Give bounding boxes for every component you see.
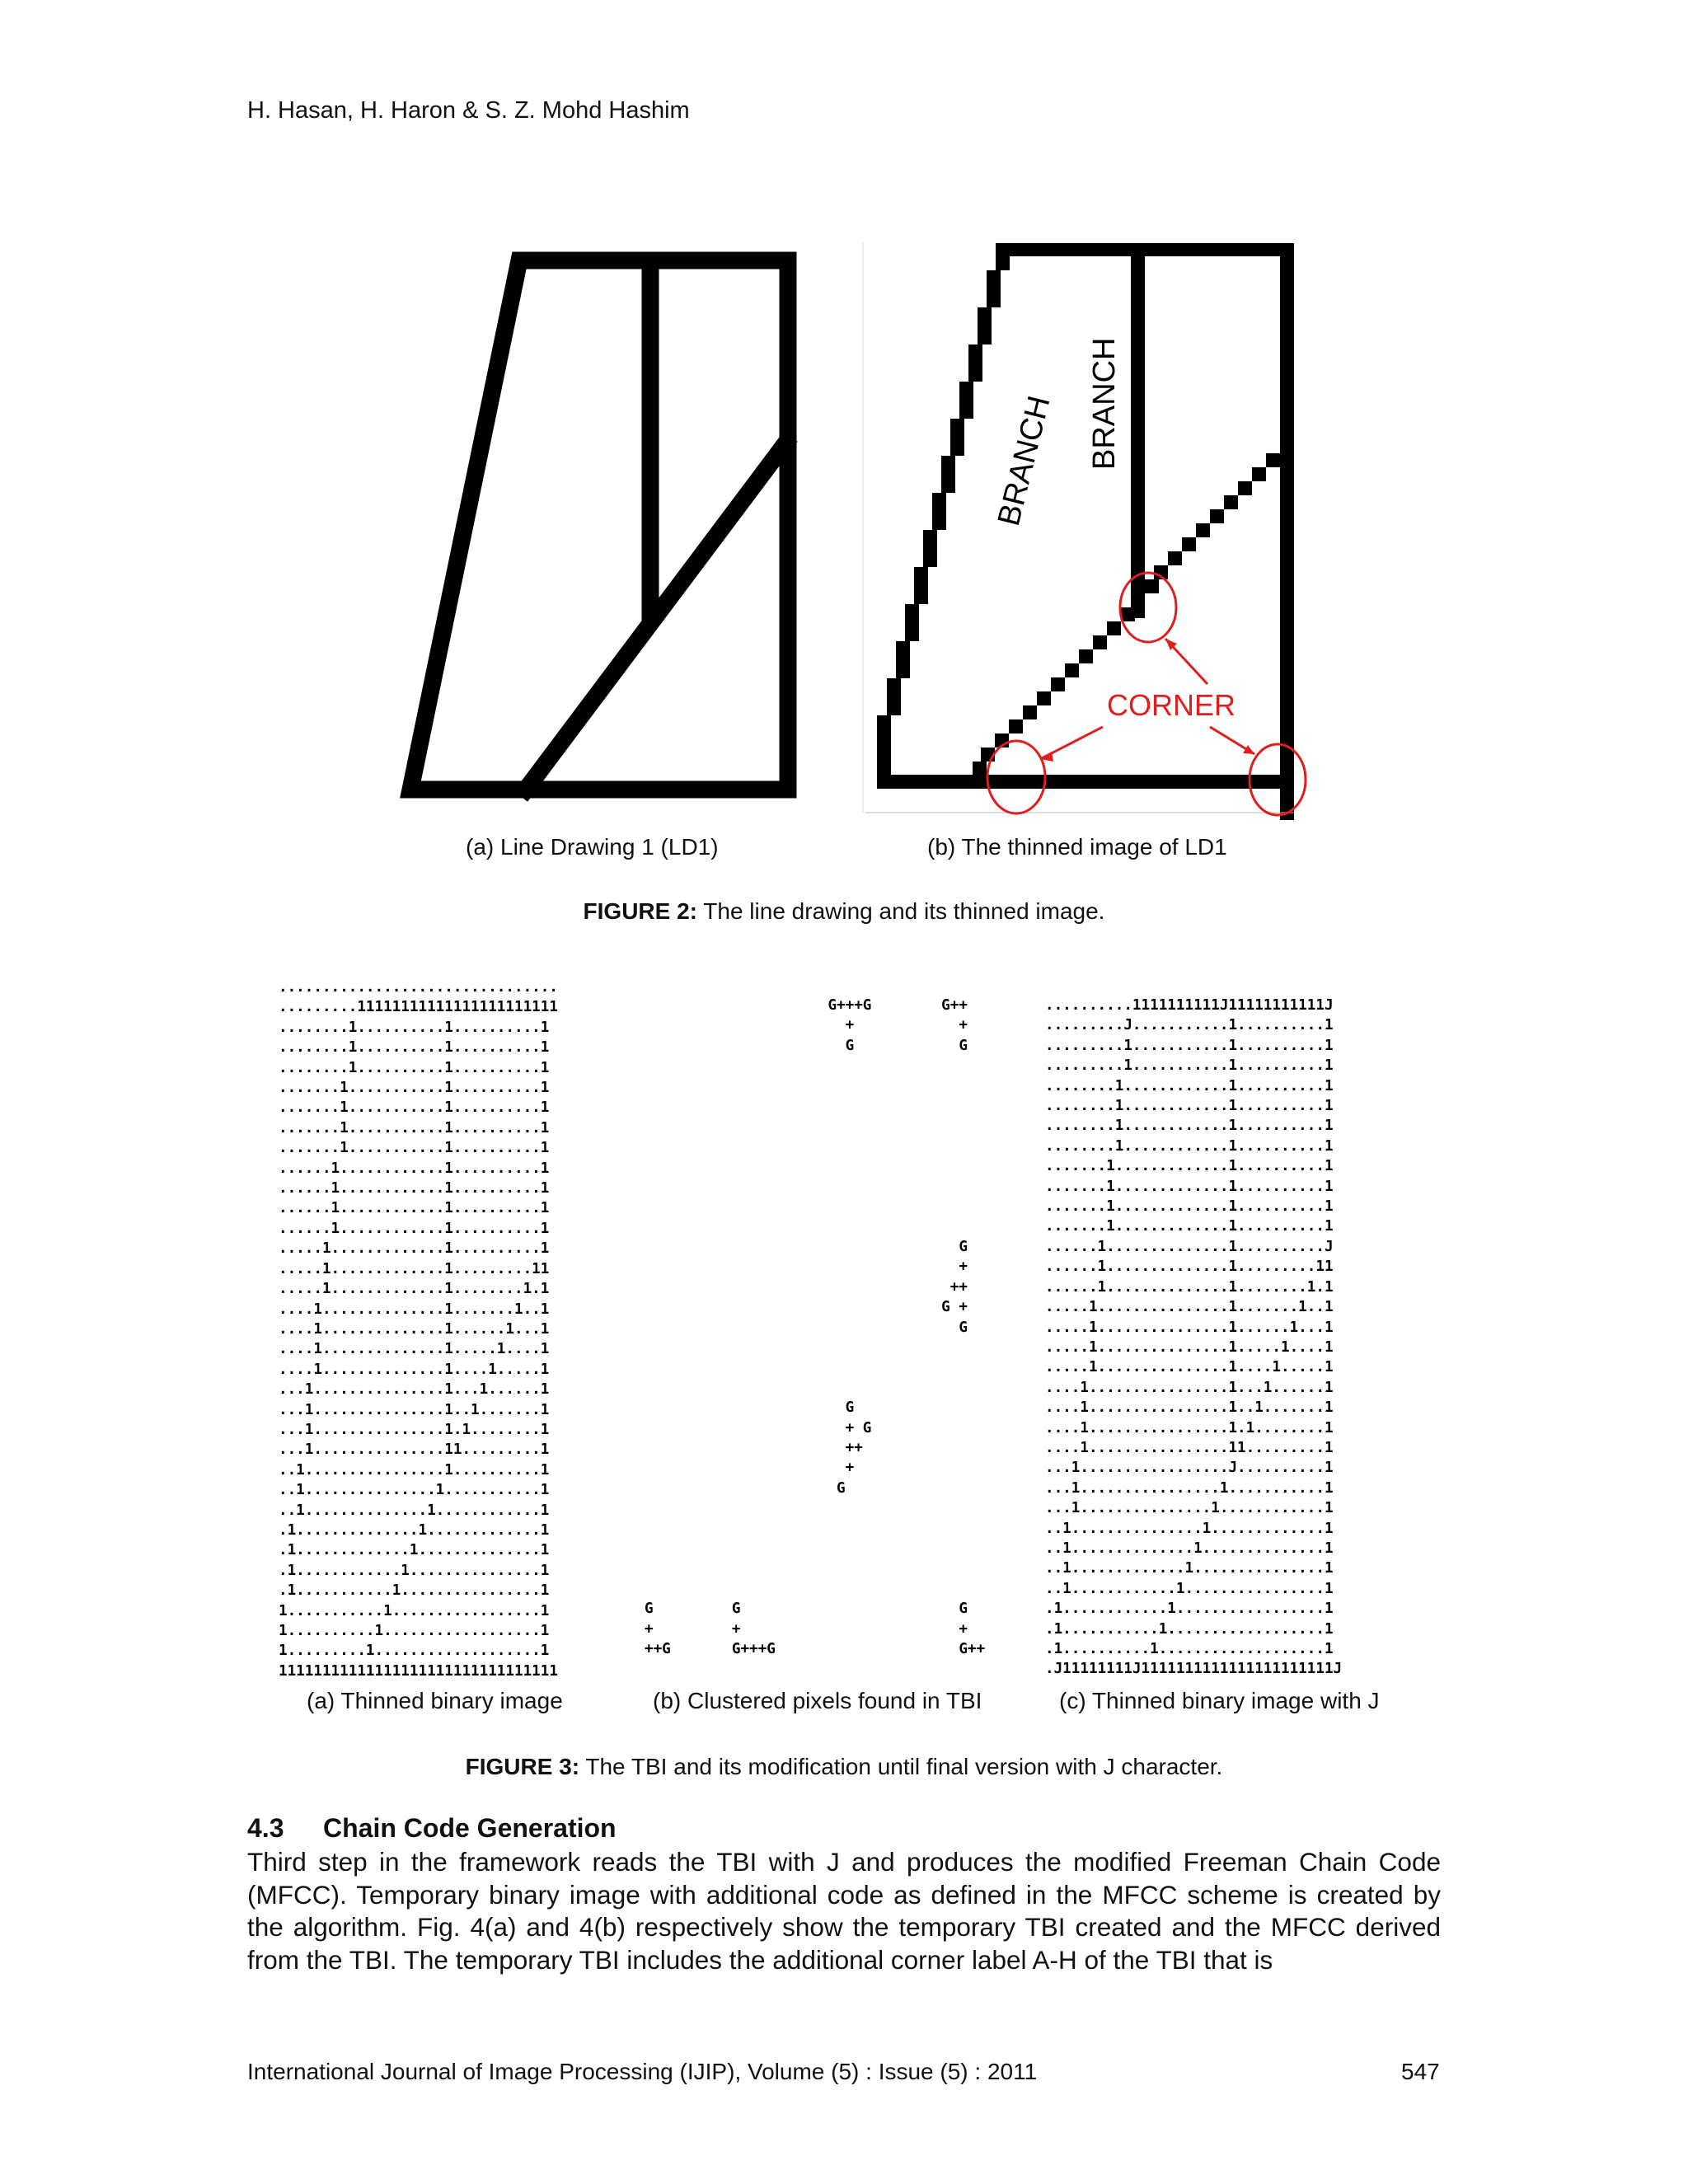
- tbi-b-clustered-pixels: G+++G G++ + + G G G + ++ G + G G + G ++ + G G G G + + + ++G G+++G G++: [645, 997, 986, 1657]
- figure3-label: FIGURE 3:: [465, 1754, 580, 1779]
- section-title: Chain Code Generation: [323, 1813, 617, 1843]
- section-heading: [247, 1813, 617, 1844]
- footer-page-number: 547: [1401, 2059, 1440, 2084]
- footer-journal: International Journal of Image Processing (IJIP), Volume (5) : Issue (5) : 2011: [247, 2059, 1038, 2084]
- figure3-caption-c: (c) Thinned binary image with J: [1059, 1688, 1380, 1713]
- figure2-thinned-image: [857, 235, 1319, 832]
- section-number: 4.3: [247, 1813, 284, 1843]
- corner-label: CORNER: [1107, 688, 1236, 722]
- figure2-caption-b: (b) The thinned image of LD1: [927, 834, 1227, 860]
- section-paragraph: Third step in the framework reads the TBI with J and produces the modified Freeman Chain Code (MFCC). Temporary binary image with additional code as defined in the MFCC scheme is created by the algorithm. Fig. 4(a) and 4(b) respectively show the temporary TBI created and the MFCC derived from the TBI. The temporary TBI includes the additional corner label A-H of the TBI that is: [247, 1847, 1441, 1975]
- figure2-label: FIGURE 2:: [583, 898, 697, 924]
- figure2-title: [247, 898, 1441, 925]
- figure3-title: [247, 1754, 1441, 1780]
- figure3-title-text: The TBI and its modification until final version with J character.: [579, 1754, 1223, 1779]
- figure3-caption-a: (a) Thinned binary image: [307, 1688, 563, 1713]
- running-head: H. Hasan, H. Haron & S. Z. Mohd Hashim: [247, 97, 690, 124]
- figure2-title-text: The line drawing and its thinned image.: [697, 898, 1105, 924]
- tbi-c-binary-image-with-j: ..........1111111111J11111111111J .........J...........1..........1 .........1...........1..........1 .........1...........1..........1 ........1............1..........1 ........1............1..........1 ........1............1..........1 ........1............1..........1 .......1.............1..........1 .......1.............1..........1 .......1.............1..........1 .......1.............1..........1 ......1..............1..........J ......1..............1.........11 ......1..............1........1.1 .....1...............1.......1..1 .....1...............1......1...1 .....1...............1.....1....1 .....1...............1....1.....1 ....1................1...1......1 ....1................1..1.......1 ....1................1.1........1 ....1................11.........1 ...1.................J..........1 ...1................1...........1 ...1...............1............1 ..1...............1.............1 ..1..............1..............1 ..1.............1...............1 ..1............1................1 .1............1.................1 .1...........1..................1 .1..........1...................1 .J11111111J1111111111111111111111J: [1045, 997, 1343, 1678]
- figure2-line-drawing: [394, 247, 806, 804]
- tbi-a-binary-image: ................................ .........11111111111111111111111 ........1..........1..........1 ........1..........1..........1 ........1..........1..........1 .......1...........1..........1 .......1...........1..........1 .......1...........1..........1 .......1...........1..........1 ......1............1..........1 ......1............1..........1 ......1............1..........1 ......1............1..........1 .....1.............1..........1 .....1.............1.........11 .....1.............1........1.1 ....1..............1.......1..1 ....1..............1......1...1 ....1..............1.....1....1 ....1..............1....1.....1 ...1...............1...1......1 ...1...............1..1.......1 ...1...............1.1........1 ...1...............11.........1 ..1................1..........1 ..1...............1...........1 ..1..............1............1 .1..............1.............1 .1.............1..............1 .1............1...............1 .1...........1................1 1...........1.................1 1..........1..................1 1.........1...................1 11111111111111111111111111111111: [279, 979, 558, 1680]
- figure3-caption-b: (b) Clustered pixels found in TBI: [653, 1688, 982, 1713]
- figure2-caption-a: (a) Line Drawing 1 (LD1): [466, 834, 719, 860]
- branch-label-right: BRANCH: [1087, 337, 1122, 470]
- branch-label-left: BRANCH: [991, 392, 1057, 530]
